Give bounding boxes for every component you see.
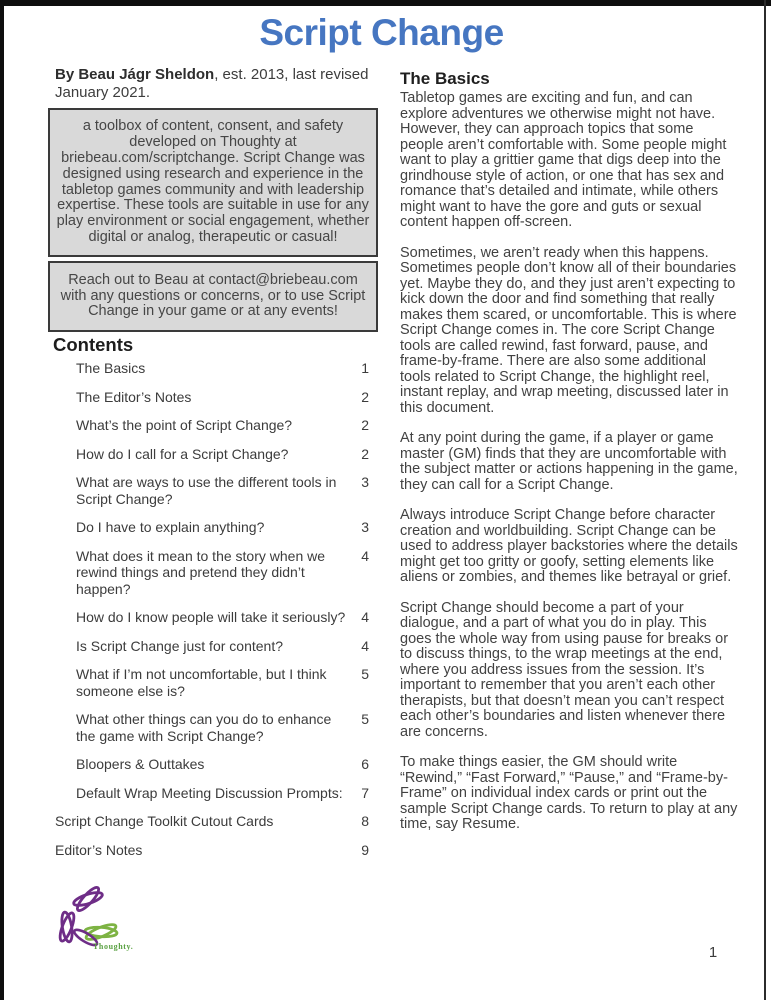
toc-entry-label: Bloopers & Outtakes — [76, 756, 205, 773]
toc-entry-page: 7 — [361, 784, 369, 801]
toc-entry — [55, 842, 369, 859]
toc-entry — [55, 666, 369, 699]
toc-entry-label: What other things can you do to enhance the game with Script Change? — [76, 711, 332, 744]
toc-entry-label: Script Change Toolkit Cutout Cards — [55, 813, 274, 830]
toc-entry-page: 3 — [361, 519, 369, 536]
byline-dates: , est. 2013, last revised January 2021. — [55, 66, 369, 101]
toc-entry-label: What are ways to use the different tools in Script Change? — [76, 474, 337, 507]
toc-entry-page: 2 — [361, 388, 369, 405]
toc-entry-page: 4 — [361, 609, 369, 626]
toc-entry-label: What does it mean to the story when we rewind things and pretend they didn’t happen? — [76, 547, 326, 597]
toc-entry-label: Editor’s Notes — [55, 841, 143, 858]
toc-entry-label: What’s the point of Script Change? — [76, 417, 293, 434]
basics-paragraph: Tabletop games are exciting and fun, and can explore adventures we otherwise might not have. However, they can approach topics that some people aren’t comfortable with. Some people might want to play a grittier game that digs deep into the grindhouse style of action, or one that has sex and romance that’s detailed and intimate, while others might want to have the gore and guts or sexual content happen off-screen. — [400, 90, 727, 231]
logo-wordmark: Thoughty. — [93, 942, 134, 951]
toc-entry-page: 4 — [361, 637, 369, 654]
toc-entry — [55, 813, 369, 830]
byline — [55, 66, 379, 102]
toc-entry-page: 2 — [361, 445, 369, 462]
basics-paragraph: At any point during the game, if a player or game master (GM) finds that they are uncomfortable with the subject matter or actions happening in the game, they can call for a Script Change. — [400, 430, 738, 493]
basics-paragraph: To make things easier, the GM should write “Rewind,” “Fast Forward,” “Pause,” and “Frame-by-Frame” on individual index cards or print out the sample Script Change cards. To return to play at any time, say Resume. — [400, 754, 738, 833]
toc-list — [55, 360, 369, 870]
toc-entry — [55, 785, 369, 802]
basics-paragraph: Script Change should become a part of your dialogue, and a part of what you do in play. This goes the whole way from using pause for breaks or to discuss things, to the wrap meetings at the end, where you address issues from the session. It’s important to remember that you aren’t each other therapists, but that doesn’t mean you can’t respect each other’s boundaries and listen whenever there are concerns. — [400, 599, 729, 740]
toc-entry-page: 5 — [361, 711, 369, 728]
toc-entry-label: Is Script Change just for content? — [76, 637, 283, 654]
toc-entry-page: 8 — [361, 813, 369, 830]
toc-entry — [55, 360, 369, 377]
toc-entry-label: The Editor’s Notes — [76, 388, 192, 405]
toc-entry — [55, 446, 369, 463]
page-border-top — [0, 0, 771, 6]
toc-entry — [55, 548, 369, 598]
info-box-toolbox — [48, 108, 378, 257]
toc-entry — [55, 519, 369, 536]
toc-entry-page: 9 — [361, 841, 369, 858]
basics-paragraph: Always introduce Script Change before character creation and worldbuilding. Script Change can be used to address player backstories where the details might get too gritty or goofy, setting elements like aliens or zombies, and themes like betrayal or grief. — [400, 507, 738, 586]
toc-entry — [55, 389, 369, 406]
info-box-contact — [48, 261, 378, 332]
toc-entry-label: How do I call for a Script Change? — [76, 445, 289, 462]
page-number: 1 — [708, 944, 718, 961]
thoughty-logo — [49, 879, 161, 965]
toc-entry-page: 6 — [361, 756, 369, 773]
basics-heading: The Basics — [400, 69, 490, 88]
toc-entry-label: The Basics — [76, 360, 146, 376]
byline-author: By Beau Jágr Sheldon — [55, 66, 215, 83]
toc-entry-label: Default Wrap Meeting Discussion Prompts: — [76, 784, 343, 801]
toc-entry — [55, 609, 369, 626]
toc-entry — [55, 417, 369, 434]
info-box-toolbox-text: a toolbox of content, consent, and safety developed on Thoughty at briebeau.com/scriptchange. Script Change was designed using research and experience in the tabletop games community and with leadership expertise. These tools are suitable in use for any play environment or social engagement, whether digital or analog, therapeutic or casual! — [56, 118, 370, 245]
logo-leaf-pair-top — [70, 883, 105, 914]
toc-entry-page: 1 — [361, 360, 369, 376]
toc-entry-label: How do I know people will take it seriously? — [76, 609, 346, 626]
toc-entry — [55, 474, 369, 507]
contents-heading: Contents — [53, 334, 134, 355]
logo-leaf-pair-left — [57, 911, 77, 944]
toc-entry-page: 2 — [361, 417, 369, 434]
info-box-contact-text: Reach out to Beau at contact@briebeau.com with any questions or concerns, or to use Script Change in your game or at any events! — [60, 271, 366, 320]
toc-entry-page: 4 — [361, 547, 369, 564]
page-title: Script Change — [259, 12, 504, 53]
basics-paragraphs — [400, 91, 740, 833]
page-border-left — [0, 0, 4, 1000]
basics-paragraph: Sometimes, we aren’t ready when this happens. Sometimes people don’t know all of their boundaries yet. Maybe they do, and they just aren’t expecting to kick down the door and find something that really makes them scared, or uncomfortable. This is where Script Change comes in. The core Script Change tools are called rewind, fast forward, pause, and frame-by-frame. There are also some additional tools related to Script Change, the highlight reel, instant replay, and wrap meeting, discussed later in this document. — [400, 244, 737, 416]
toc-entry-label: What if I’m not uncomfortable, but I think someone else is? — [76, 666, 327, 699]
toc-entry — [55, 756, 369, 773]
toc-entry-label: Do I have to explain anything? — [76, 519, 265, 536]
toc-entry-page: 3 — [361, 474, 369, 491]
toc-entry-page: 5 — [361, 666, 369, 683]
basics-column — [400, 70, 740, 848]
toc-entry — [55, 638, 369, 655]
toc-entry — [55, 711, 369, 744]
page-border-right — [764, 0, 766, 1000]
